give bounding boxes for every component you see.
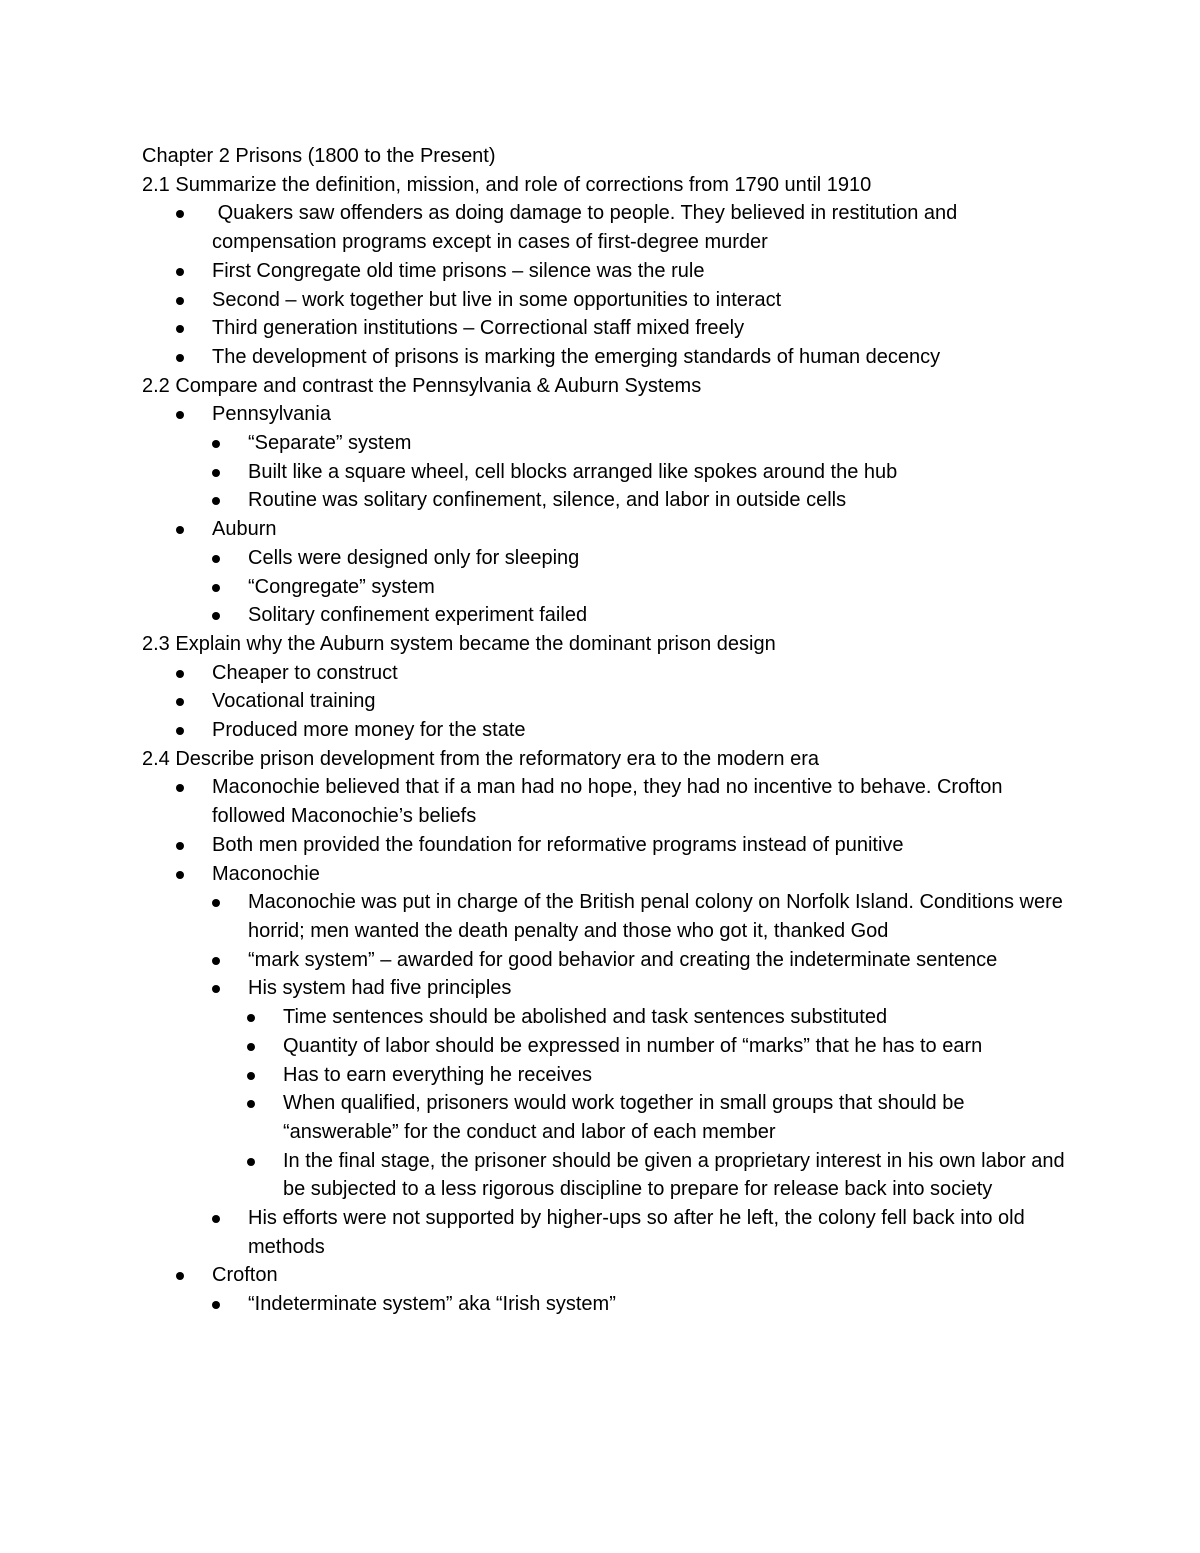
bullet-icon xyxy=(247,1043,255,1051)
list-item: Cheaper to construct xyxy=(142,659,1072,688)
bullet-icon xyxy=(176,526,184,534)
list-item-maconochie: Maconochie xyxy=(142,860,1072,889)
bullet-icon xyxy=(176,268,184,276)
list-item: Vocational training xyxy=(142,687,1072,716)
list-item: His system had five principles xyxy=(142,974,1072,1003)
list-item: When qualified, prisoners would work together in small groups that should be “answerable” for the conduct and labor of each member xyxy=(142,1089,1072,1146)
bullet-icon xyxy=(176,698,184,706)
bullet-icon xyxy=(176,325,184,333)
bullet-icon xyxy=(212,985,220,993)
bullet-icon xyxy=(247,1100,255,1108)
list-item-auburn: Auburn xyxy=(142,515,1072,544)
bullet-icon xyxy=(212,497,220,505)
bullet-icon xyxy=(212,612,220,620)
bullet-icon xyxy=(176,842,184,850)
document-title: Chapter 2 Prisons (1800 to the Present) xyxy=(142,145,496,167)
bullet-icon xyxy=(176,354,184,362)
list-item: Second – work together but live in some opportunities to interact xyxy=(142,286,1072,315)
section-heading-2-2: 2.2 Compare and contrast the Pennsylvania & Auburn Systems xyxy=(142,374,702,397)
list-item: “Congregate” system xyxy=(142,573,1072,602)
list-item: Time sentences should be abolished and task sentences substituted xyxy=(142,1003,1072,1032)
bullet-icon xyxy=(176,784,184,792)
list-item: Routine was solitary confinement, silence, and labor in outside cells xyxy=(142,486,1072,515)
list-item: “Separate” system xyxy=(142,429,1072,458)
section-heading-2-4: 2.4 Describe prison development from the reformatory era to the modern era xyxy=(142,747,819,770)
bullet-icon xyxy=(176,210,184,218)
list-item: Solitary confinement experiment failed xyxy=(142,601,1072,630)
bullet-icon xyxy=(212,899,220,907)
document-body xyxy=(142,142,1072,1319)
bullet-icon xyxy=(212,440,220,448)
list-item: Quakers saw offenders as doing damage to people. They believed in restitution and compensation programs except in cases of first-degree murder xyxy=(142,199,1072,256)
list-item: Both men provided the foundation for reformative programs instead of punitive xyxy=(142,831,1072,860)
bullet-icon xyxy=(176,1272,184,1280)
bullet-icon xyxy=(247,1072,255,1080)
bullet-icon xyxy=(176,670,184,678)
list-item: “mark system” – awarded for good behavior and creating the indeterminate sentence xyxy=(142,946,1072,975)
list-item: Built like a square wheel, cell blocks arranged like spokes around the hub xyxy=(142,458,1072,487)
list-item: First Congregate old time prisons – silence was the rule xyxy=(142,257,1072,286)
list-item: In the final stage, the prisoner should be given a proprietary interest in his own labor and be subjected to a less rigorous discipline to prepare for release back into society xyxy=(142,1147,1072,1204)
list-item: His efforts were not supported by higher-ups so after he left, the colony fell back into old methods xyxy=(142,1204,1072,1261)
bullet-icon xyxy=(212,957,220,965)
bullet-icon xyxy=(176,871,184,879)
list-item: “Indeterminate system” aka “Irish system” xyxy=(142,1290,1072,1319)
bullet-icon xyxy=(212,555,220,563)
list-item: Produced more money for the state xyxy=(142,716,1072,745)
bullet-icon xyxy=(212,1215,220,1223)
bullet-icon xyxy=(212,584,220,592)
list-item: Third generation institutions – Correctional staff mixed freely xyxy=(142,314,1072,343)
list-item: Cells were designed only for sleeping xyxy=(142,544,1072,573)
bullet-icon xyxy=(212,1301,220,1309)
bullet-icon xyxy=(247,1014,255,1022)
list-item: Quantity of labor should be expressed in number of “marks” that he has to earn xyxy=(142,1032,1072,1061)
section-heading-2-1: 2.1 Summarize the definition, mission, and role of corrections from 1790 until 1910 xyxy=(142,173,872,196)
list-item: Maconochie was put in charge of the British penal colony on Norfolk Island. Conditions were horrid; men wanted the death penalty and those who got it, thanked God xyxy=(142,888,1072,945)
list-item-crofton: Crofton xyxy=(142,1261,1072,1290)
list-item: Has to earn everything he receives xyxy=(142,1061,1072,1090)
list-item: The development of prisons is marking the emerging standards of human decency xyxy=(142,343,1072,372)
bullet-icon xyxy=(176,297,184,305)
section-heading-2-3: 2.3 Explain why the Auburn system became the dominant prison design xyxy=(142,632,776,655)
bullet-icon xyxy=(247,1158,255,1166)
bullet-icon xyxy=(212,469,220,477)
list-item: Maconochie believed that if a man had no hope, they had no incentive to behave. Crofton followed Maconochie’s beliefs xyxy=(142,773,1072,830)
bullet-icon xyxy=(176,411,184,419)
list-item-pennsylvania: Pennsylvania xyxy=(142,400,1072,429)
bullet-icon xyxy=(176,727,184,735)
